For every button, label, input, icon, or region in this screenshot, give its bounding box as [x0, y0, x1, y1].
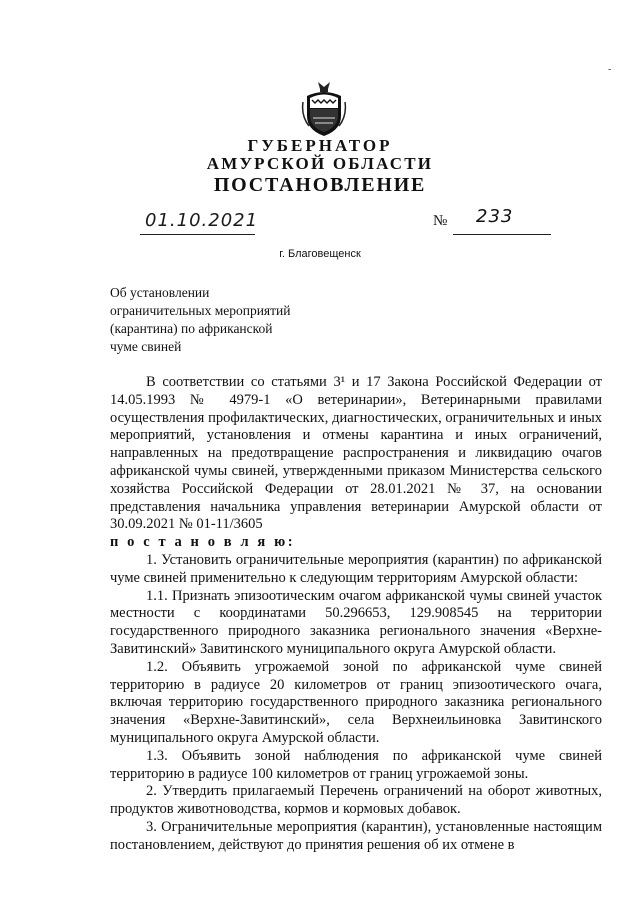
document-number: 233	[476, 206, 514, 227]
item-1: 1. Установить ограничительные мероприятия (карантин) по африканской чуме свиней применительно к следующим территориям Амурской области:	[110, 551, 602, 586]
document-type-title: ПОСТАНОВЛЕНИЕ	[213, 174, 427, 196]
authority-line-2: АМУРСКОЙ ОБЛАСТИ	[206, 154, 434, 173]
subject-line: Об установлении	[110, 285, 210, 300]
subject-block	[110, 284, 340, 356]
resolution-word: п о с т а н о в л я ю:	[110, 534, 296, 551]
coat-of-arms-icon	[301, 80, 347, 138]
document-date: 01.10.2021	[145, 210, 259, 231]
item-1-3: 1.3. Объявить зоной наблюдения по африканской чуме свиней территорию в радиусе 100 километров от границ угрожаемой зоны.	[110, 747, 602, 782]
page-mark: -	[608, 64, 612, 75]
subject-line: ограничительных мероприятий	[110, 303, 291, 318]
city-line: г. Благовещенск	[279, 248, 361, 260]
item-3: 3. Ограничительные мероприятия (карантин), установленные настоящим постановлением, действуют до принятия решения об их отмене в	[110, 818, 602, 853]
preamble-paragraph: В соответствии со статьями 3¹ и 17 Закона Российской Федерации от 14.05.1993 № 4979-1 «О ветеринарии», Ветеринарными правилами осуществления профилактических, диагностических, ограничительных и иных мероприятий, установления и отмены карантина и иных ограничений, направленных на предотвращение распространения и ликвидацию очагов африканской чумы свиней, утвержденными приказом Министерства сельского хозяйства Российской Федерации от 28.01.2021 № 37, на основании представления начальника управления ветеринарии Амурской области от 30.09.2021 № 01-11/3605	[110, 374, 602, 533]
item-1-2: 1.2. Объявить угрожаемой зоной по африканской чуме свиней территорию в радиусе 20 километров от границ эпизоотического очага, включая территорию государственного природного заказника регионального значения «Верхне-Завитинский», села Верхнеильиновка Завитинского муниципального округа Амурской области.	[110, 658, 602, 746]
item-2: 2. Утвердить прилагаемый Перечень ограничений на оборот животных, продуктов животноводства, кормов и кормовых добавок.	[110, 783, 602, 818]
item-1-1: 1.1. Признать эпизоотическим очагом африканской чумы свиней участок местности с координатами 50.296653, 129.908545 на территории государственного природного заказника регионального значения «Верхне-Завитинский» Завитинского муниципального округа Амурской области.	[110, 587, 602, 657]
number-label: №	[433, 213, 448, 229]
subject-line: чуме свиней	[110, 339, 182, 354]
authority-line-1: ГУБЕРНАТОР	[247, 136, 393, 155]
document-body	[110, 374, 602, 855]
subject-line: (карантина) по африканской	[110, 321, 273, 336]
